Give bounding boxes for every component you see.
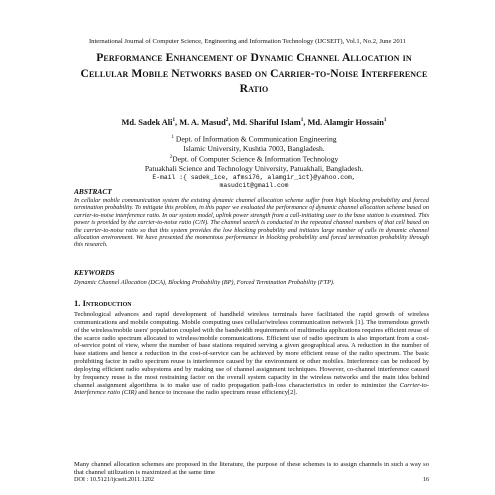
author-name: Md. Alamgir Hossain <box>307 117 384 127</box>
author-affil-mark: 1 <box>172 117 176 123</box>
affil-mark: 1 <box>171 135 174 140</box>
page-number: 16 <box>422 476 429 483</box>
author-name: Md. Shariful Islam <box>232 117 301 127</box>
affiliations <box>74 133 434 190</box>
affiliation-1 <box>74 133 434 144</box>
author-affil-mark: 1 <box>300 117 304 123</box>
paper-title: Performance Enhancement of Dynamic Channel Allocation in Cellular Mobile Networks based on Carrier-to-Noise Interference Ratio <box>80 51 428 95</box>
intro-paragraph-2: Many channel allocation schemes are proposed in the literature, the purpose of these schemes is to assign channels in such a way so that channel utilization is maximized at the same time <box>74 461 429 476</box>
author-separator: , <box>303 117 308 127</box>
doi-text: DOI : 10.5121/ijcseit.2011.1202 <box>74 476 155 483</box>
affiliation-2-address: Patuakhali Science and Technology University, Patuakhali, Bangladesh. <box>144 164 364 174</box>
author-separator: , <box>228 117 233 127</box>
page-footer <box>74 476 429 483</box>
abstract-heading: ABSTRACT <box>74 187 112 196</box>
keywords-heading: KEYWORDS <box>74 268 115 277</box>
emphasis-text: Carrier-to-Interference ratio (CIR) <box>74 381 429 397</box>
intro-paragraph <box>74 311 429 397</box>
affil-mark: 2 <box>169 155 173 161</box>
abstract-text: In cellular mobile communication system the existing dynamic channel allocation scheme suffer from high blocking probability and forced termination probability. To mitigate this problem, in this paper we evaluated the performance of dynamic channel allocation scheme based on carrier-to-noise interference ratio. In our system model, uplink power strength from a call-initiating user to the base station is examined. This power is provided by the carrier-to-noise ratio (C/N). The channel search is conducted in the repeated channel numbers of that cell based on the carrier-to-noise ratio so that this system provides the low blocking probability and initiates large number of calls in dynamic channel allocation environment. We have presented the momentous performance in blocking probability and forced termination probability through this research. <box>74 197 429 249</box>
email-line: E-mail :{ sadek_ice, afmsi76, alamgir_ict}@yahoo.com, <box>152 173 356 181</box>
author-name: M. A. Masud <box>179 117 226 127</box>
paragraph-text: Technological advances and rapid development of handheld wireless terminals have facilitated the rapid growth of wireless communications and mobile computing. Mobile computing uses cellular/wireless communication network [1]. The tremendous growth of the wireless/mobile users' population coupled with the bandwidth requirements of multimedia applications requires efficient reuse of the scarce radio spectrum allocated to wireless/mobile communications. Efficient use of radio spectrum is also important from a cost-of-service point of view, where the number of base stations required serving a given geographical area. A reduction in the number of base stations and hence a reduction in the cost-of-service can be achieved by more efficient reuse of the radio spectrum. The basic prohibiting factor in radio spectrum reuse is interference caused by the environment or other mobiles. Interference can be reduced by deploying efficient radio subsystems and by making use of channel assignment techniques. However, co-channel interference caused by frequency reuse is the most restraining factor on the overall system capacity in the wireless networks and the main idea behind channel assignment algorithms is to make use of radio propagation path-loss characteristics in order to minimize the <box>74 311 429 389</box>
author-separator: , <box>175 117 180 127</box>
author-affil-mark: 1 <box>383 117 387 123</box>
affil-dept: Dept. of Computer Science & Information Technology <box>172 154 339 164</box>
keywords-text: Dynamic Channel Allocation (DCA), Blocking Probability (BP), Forced Termination Probability (FTP). <box>74 279 335 286</box>
affiliation-2 <box>74 153 434 164</box>
author-list <box>74 117 434 127</box>
journal-header: International Journal of Computer Science, Engineering and Information Technology (IJCSEIT), Vol.1, No.2, June 2011 <box>88 38 406 45</box>
affiliation-1-address: Islamic University, Kushtia 7003, Bangladesh. <box>183 143 325 153</box>
email-line: masudcit@gmail.com <box>219 181 289 189</box>
paragraph-text: and hence to increase the radio spectrum reuse efficiency[2]. <box>136 389 298 397</box>
section-heading: 1. Introduction <box>74 298 132 308</box>
author-name: Md. Sadek Ali <box>121 117 173 127</box>
author-affil-mark: 2 <box>225 117 229 123</box>
affil-dept: Dept. of Information & Communication Engineering <box>173 134 337 144</box>
